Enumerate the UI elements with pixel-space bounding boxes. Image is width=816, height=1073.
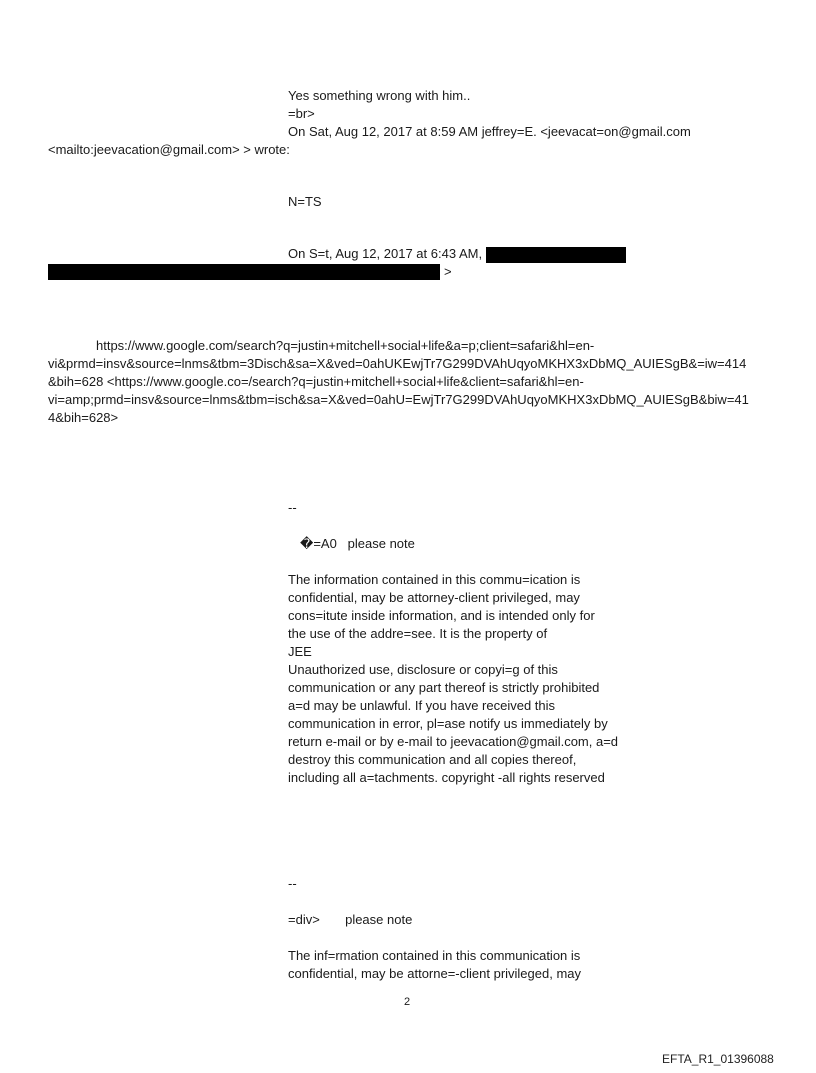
disclaimer-line: The information contained in this commu=ication is [288, 572, 581, 587]
quote-header-line-1: On Sat, Aug 12, 2017 at 8:59 AM jeffrey=E. <jeevacat=on@gmail.com [288, 124, 691, 139]
redaction-bar [486, 247, 626, 263]
page-number: 2 [404, 996, 411, 1008]
quote2-tail: > [444, 264, 452, 279]
disclaimer-line: destroy this communication and all copies thereof, [288, 752, 577, 767]
redaction-bar [48, 264, 440, 280]
disclaimer-line: including all a=tachments. copyright -all rights reserved [288, 770, 605, 785]
reply-line-2: =br> [288, 106, 315, 121]
url-line: &bih=628 <https://www.google.co=/search?q=justin+mitchell+social+life&client=safari&hl=en- [48, 374, 584, 389]
separator: -- [288, 876, 297, 891]
disclaimer-line: a=d may be unlawful. If you have received this [288, 698, 556, 713]
url-line: vi=amp;prmd=insv&source=lnms&tbm=isch&sa=X&ved=0ahU=EwjTr7G299DVAhUqyoMKHX3xDbMQ_AUIESgB&biw=41 [48, 392, 749, 407]
separator: -- [288, 500, 297, 515]
disclaimer-line: return e-mail or by e-mail to jeevacation@gmail.com, a=d [288, 734, 619, 749]
disclaimer-line: confidential, may be attorne=-client privileged, may [288, 966, 582, 981]
disclaimer-line: The inf=rmation contained in this communication is [288, 948, 581, 963]
disclaimer-line: JEE [288, 644, 312, 659]
please-note-heading: =div> please note [288, 912, 413, 927]
url-line: https://www.google.com/search?q=justin+mitchell+social+life&a=p;client=safari&hl=en- [96, 338, 595, 353]
url-line: vi&prmd=insv&source=lnms&tbm=3Disch&sa=X&ved=0ahUKEwjTr7G299DVAhUqyoMKHX3xDbMQ_AUIESgB&=iw=414 [48, 356, 747, 371]
please-note-heading: �=A0 please note [300, 536, 415, 551]
disclaimer-line: communication or any part thereof is strictly prohibited [288, 680, 600, 695]
disclaimer-line: cons=itute inside information, and is intended only for [288, 608, 595, 623]
nts-line: N=TS [288, 194, 322, 209]
url-line: 4&bih=628> [48, 410, 119, 425]
quote2-header: On S=t, Aug 12, 2017 at 6:43 AM, [288, 246, 483, 261]
disclaimer-line: the use of the addre=see. It is the property of [288, 626, 548, 641]
disclaimer-line: confidential, may be attorney-client privileged, may [288, 590, 580, 605]
bates-stamp: EFTA_R1_01396088 [662, 1052, 774, 1066]
disclaimer-line: Unauthorized use, disclosure or copyi=g of this [288, 662, 558, 677]
reply-line-1: Yes something wrong with him.. [288, 88, 471, 103]
quote-header-line-2: <mailto:jeevacation@gmail.com> > wrote: [48, 142, 290, 157]
disclaimer-line: communication in error, pl=ase notify us immediately by [288, 716, 608, 731]
